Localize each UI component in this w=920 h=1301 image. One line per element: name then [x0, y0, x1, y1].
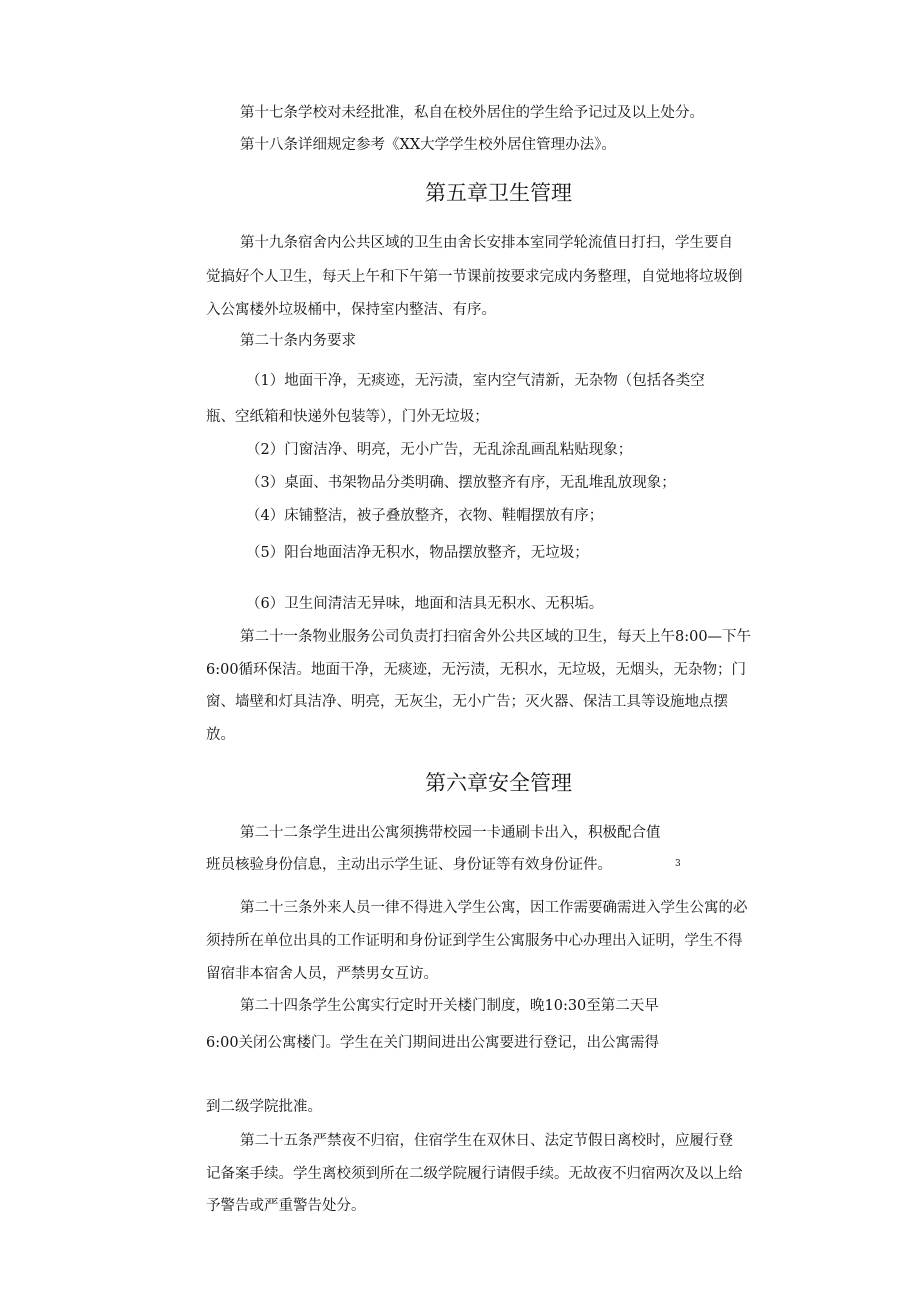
- article-23-line-3: 留宿非本宿舍人员，严禁男女互访。: [206, 966, 438, 982]
- article-24-line-1: 第二十四条学生公寓实行定时开关楼门制度，晚10:30至第二天早: [240, 998, 659, 1014]
- article-18: 第十八条详细规定参考《XX大学学生校外居住管理办法》。: [240, 137, 616, 153]
- article-25-line-3: 予警告或严重警告处分。: [206, 1198, 366, 1214]
- article-21-line-4: 放。: [206, 727, 235, 743]
- item-1-line-1: （1）地面干净，无痰迹，无污渍，室内空气清新，无杂物（包括各类空: [246, 373, 705, 389]
- article-19-line-1: 第十九条宿舍内公共区域的卫生由舍长安排本室同学轮流值日打扫，学生要自: [240, 235, 733, 251]
- page-number: 3: [675, 859, 681, 869]
- article-21-line-1: 第二十一条物业服务公司负责打扫宿舍外公共区域的卫生，每天上午8:00—下午: [240, 629, 752, 645]
- article-23-line-1: 第二十三条外来人员一律不得进入学生公寓，因工作需要确需进入学生公寓的必: [240, 900, 748, 916]
- item-6: （6）卫生间清洁无异味，地面和洁具无积水、无积垢。: [246, 596, 604, 612]
- article-25-line-1: 第二十五条严禁夜不归宿，住宿学生在双休日、法定节假日离校时，应履行登: [240, 1133, 733, 1149]
- item-5: （5）阳台地面洁净无积水，物品摆放整齐，无垃圾；: [246, 545, 589, 561]
- article-23-line-2: 须持所在单位出具的工作证明和身份证到学生公寓服务中心办理出入证明，学生不得: [206, 933, 743, 949]
- article-21-line-3: 窗、墙壁和灯具洁净、明亮，无灰尘，无小广告；灭火器、保洁工具等设施地点摆: [206, 694, 728, 710]
- article-17: 第十七条学校对未经批准，私自在校外居住的学生给予记过及以上处分。: [240, 105, 704, 121]
- article-24-line-3: 到二级学院批准。: [206, 1099, 322, 1115]
- article-19-line-2: 觉搞好个人卫生，每天上午和下午第一节课前按要求完成内务整理，自觉地将垃圾倒: [206, 269, 743, 285]
- article-22-line-2: 班员核验身份信息，主动出示学生证、身份证等有效身份证件。: [206, 857, 612, 873]
- item-1-line-2: 瓶、空纸箱和快递外包装等），门外无垃圾；: [206, 409, 489, 425]
- article-22-line-1: 第二十二条学生进出公寓须携带校园一卡通刷卡出入，积极配合值: [240, 825, 661, 841]
- item-4: （4）床铺整洁，被子叠放整齐，衣物、鞋帽摆放有序；: [246, 508, 604, 524]
- item-3: （3）桌面、书架物品分类明确、摆放整齐有序，无乱堆乱放现象；: [246, 475, 676, 491]
- article-21-line-2: 6:00循环保洁。地面干净，无痰迹，无污渍，无积水，无垃圾，无烟头，无杂物；门: [206, 662, 747, 678]
- item-2: （2）门窗洁净、明亮，无小广告，无乱涂乱画乱粘贴现象；: [246, 442, 633, 458]
- article-25-line-2: 记备案手续。学生离校须到所在二级学院履行请假手续。无故夜不归宿两次及以上给: [206, 1166, 743, 1182]
- article-24-line-2: 6:00关闭公寓楼门。学生在关门期间进出公寓要进行登记，出公寓需得: [206, 1035, 660, 1051]
- article-20: 第二十条内务要求: [240, 333, 356, 349]
- chapter-5-heading: 第五章卫生管理: [425, 181, 572, 205]
- article-19-line-3: 入公寓楼外垃圾桶中，保持室内整洁、有序。: [206, 302, 496, 318]
- chapter-6-heading: 第六章安全管理: [425, 771, 572, 795]
